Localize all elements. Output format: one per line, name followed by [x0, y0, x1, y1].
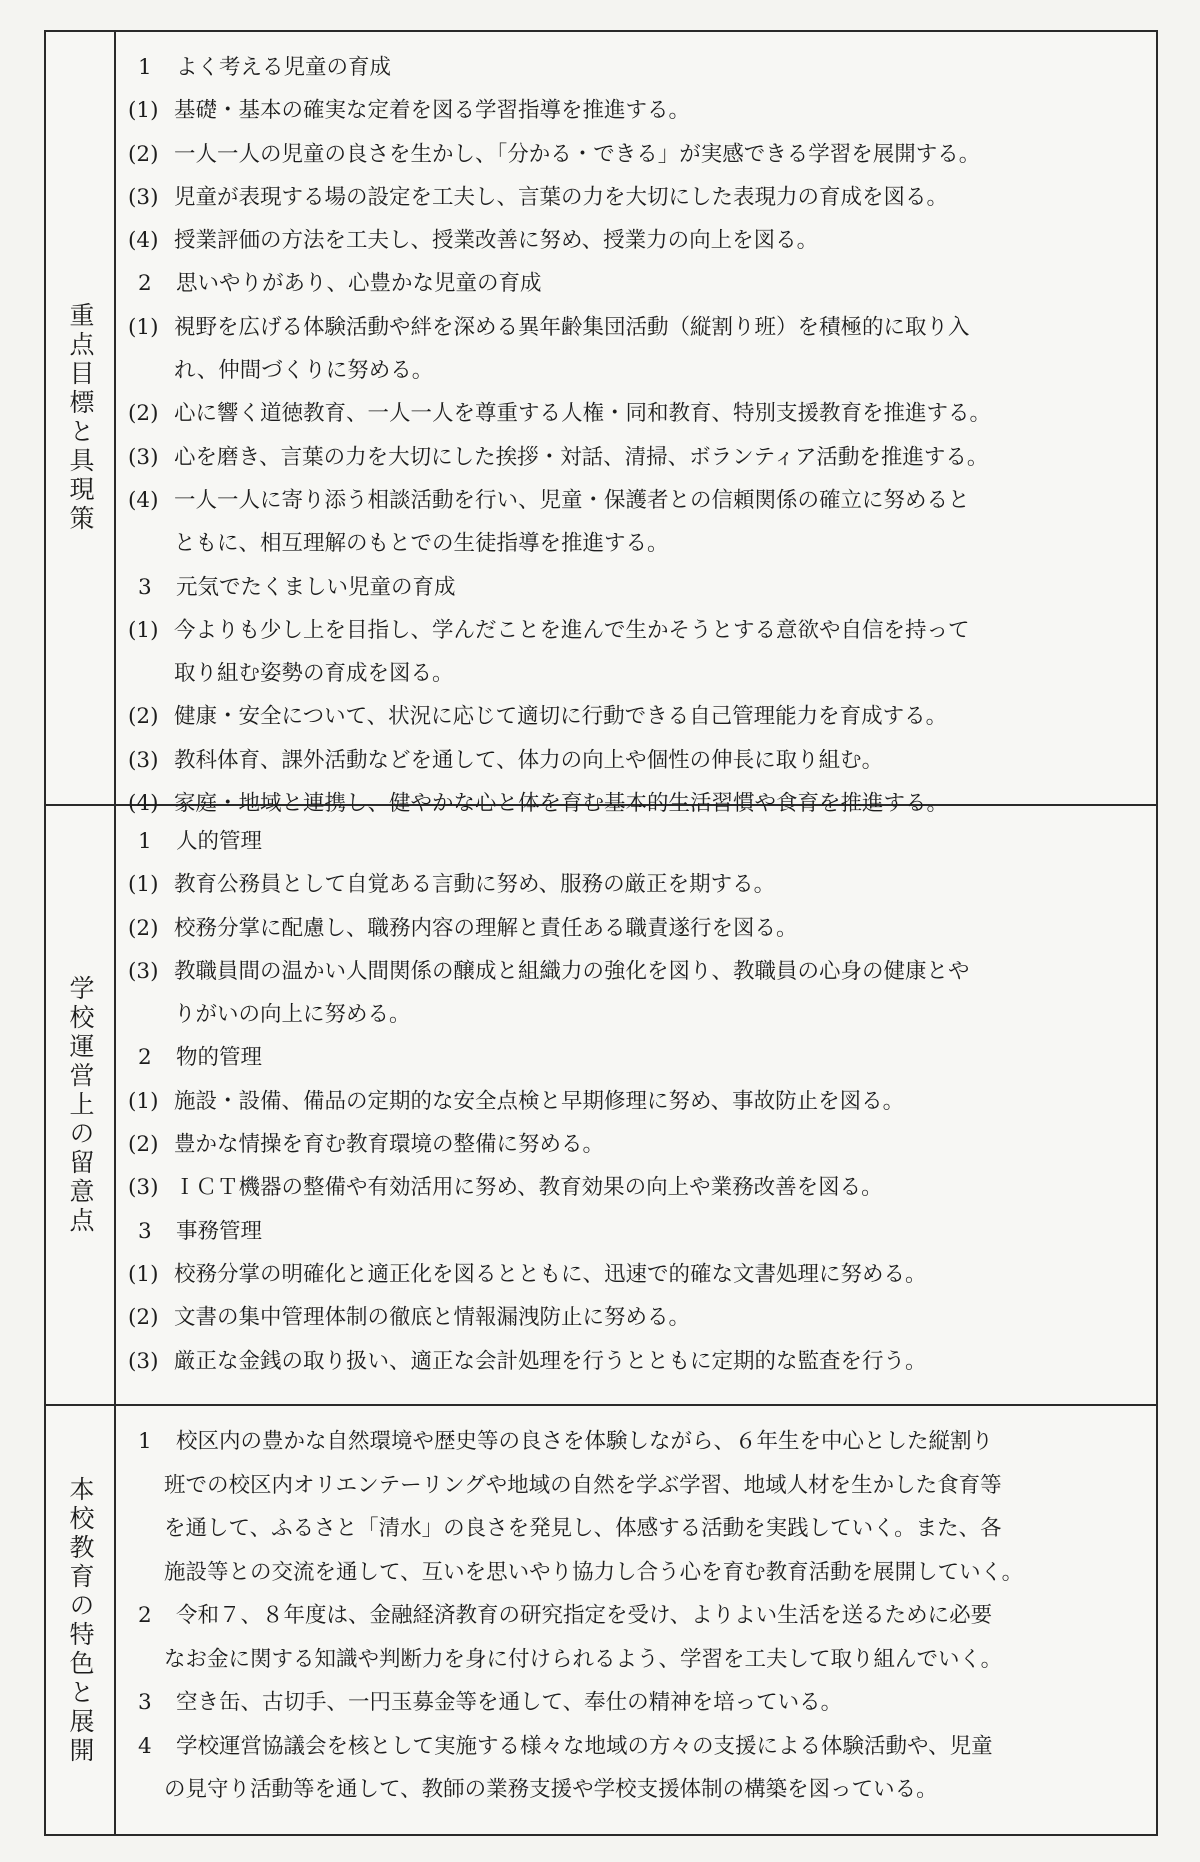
item-continued: れ、仲間づくりに努める。 — [174, 358, 434, 384]
item: (3) 教科体育、課外活動などを通して、体力の向上や個性の伸長に取り組む。 — [128, 747, 884, 773]
paragraph-line: 4 学校運営協議会を核として実施する様々な地域の方々の支援による体験活動や、児童 — [138, 1733, 993, 1759]
section-features — [46, 1406, 1156, 1836]
heading: 2 物的管理 — [138, 1045, 263, 1071]
paragraph-line: 1 校区内の豊かな自然環境や歴史等の良さを体験しながら、６年生を中心とした縦割り — [138, 1429, 994, 1454]
heading: 2 思いやりがあり、心豊かな児童の育成 — [138, 271, 542, 297]
item: (3) 教職員間の温かい人間関係の醸成と組織力の強化を図り、教職員の心身の健康とや — [128, 958, 970, 984]
section-label: 本校教育の特色と展開 — [46, 1406, 116, 1836]
paragraph-line: 施設等との交流を通して、互いを思いやり協力し合う心を育む教育活動を展開していく。 — [164, 1559, 1024, 1585]
section-content — [116, 1406, 1156, 1836]
item: (2) 一人一人の児童の良さを生かし、「分かる・できる」が実感できる学習を展開する。 — [128, 141, 981, 167]
policy-table — [44, 30, 1158, 1836]
item: (1) 施設・設備、備品の定期的な安全点検と早期修理に努め、事故防止を図る。 — [128, 1088, 905, 1114]
item: (1) 校務分掌の明確化と適正化を図るとともに、迅速で的確な文書処理に努める。 — [128, 1261, 927, 1287]
item: (4) 一人一人に寄り添う相談活動を行い、児童・保護者との信頼関係の確立に努めると — [128, 487, 970, 513]
paragraph-line: 3 空き缶、古切手、一円玉募金等を通して、奉仕の精神を培っている。 — [138, 1690, 843, 1715]
item: (3) 厳正な金銭の取り扱い、適正な会計処理を行うとともに定期的な監査を行う。 — [128, 1348, 927, 1374]
item-continued: ともに、相互理解のもとでの生徒指導を推進する。 — [174, 531, 669, 557]
section-management — [46, 806, 1156, 1406]
item: (2) 校務分掌に配慮し、職務内容の理解と責任ある職責遂行を図る。 — [128, 915, 798, 941]
section-content — [116, 32, 1156, 817]
item-continued: 取り組む姿勢の育成を図る。 — [174, 661, 454, 687]
paragraph-line: なお金に関する知識や判断力を身に付けられるよう、学習を工夫して取り組んでいく。 — [164, 1646, 1003, 1672]
item: (2) 文書の集中管理体制の徹底と情報漏洩防止に努める。 — [128, 1305, 691, 1331]
section-goals — [46, 32, 1156, 817]
paragraph-line: の見守り活動等を通して、教師の業務支援や学校支援体制の構築を図っている。 — [164, 1777, 938, 1802]
item: (2) 心に響く道徳教育、一人一人を尊重する人権・同和教育、特別支援教育を推進する。 — [128, 401, 992, 427]
heading: 1 人的管理 — [138, 829, 263, 854]
item: (2) 豊かな情操を育む教育環境の整備に努める。 — [128, 1132, 605, 1158]
heading: 3 元気でたくましい児童の育成 — [138, 574, 456, 600]
item: (3) 児童が表現する場の設定を工夫し、言葉の力を大切にした表現力の育成を図る。 — [128, 184, 949, 210]
section-label: 学校運営上の留意点 — [46, 806, 116, 1404]
item: (1) 今よりも少し上を目指し、学んだことを進んで生かそうとする意欲や自信を持って — [128, 617, 970, 643]
paragraph-line: を通して、ふるさと「清水」の良さを発見し、体感する活動を実践していく。また、各 — [164, 1516, 1002, 1541]
paragraph-line: 2 令和７、８年度は、金融経済教育の研究指定を受け、よりよい生活を送るために必要 — [138, 1603, 993, 1628]
item: (3) ＩＣＴ機器の整備や有効活用に努め、教育効果の向上や業務改善を図る。 — [128, 1175, 883, 1201]
item: (1) 教育公務員として自覚ある言動に努め、服務の厳正を期する。 — [128, 872, 776, 898]
item: (4) 授業評価の方法を工夫し、授業改善に努め、授業力の向上を図る。 — [128, 228, 819, 254]
section-content — [116, 806, 1156, 1404]
item: (1) 視野を広げる体験活動や絆を深める異年齢集団活動（縦割り班）を積極的に取り入 — [128, 314, 970, 340]
item: (2) 健康・安全について、状況に応じて適切に行動できる自己管理能力を育成する。 — [128, 704, 948, 730]
item: (4) 家庭・地域と連携し、健やかな心と体を育む基本的生活習慣や食育を推進する。 — [128, 791, 949, 817]
heading: 1 よく考える児童の育成 — [138, 55, 392, 80]
item-continued: りがいの向上に努める。 — [174, 1002, 411, 1028]
section-label: 重点目標と具現策 — [46, 32, 116, 804]
item: (1) 基礎・基本の確実な定着を図る学習指導を推進する。 — [128, 98, 691, 124]
paragraph-line: 班での校区内オリエンテーリングや地域の自然を学ぶ学習、地域人材を生かした食育等 — [164, 1472, 1002, 1498]
heading: 3 事務管理 — [138, 1218, 263, 1244]
item: (3) 心を磨き、言葉の力を大切にした挨拶・対話、清掃、ボランティア活動を推進する。 — [128, 444, 989, 470]
